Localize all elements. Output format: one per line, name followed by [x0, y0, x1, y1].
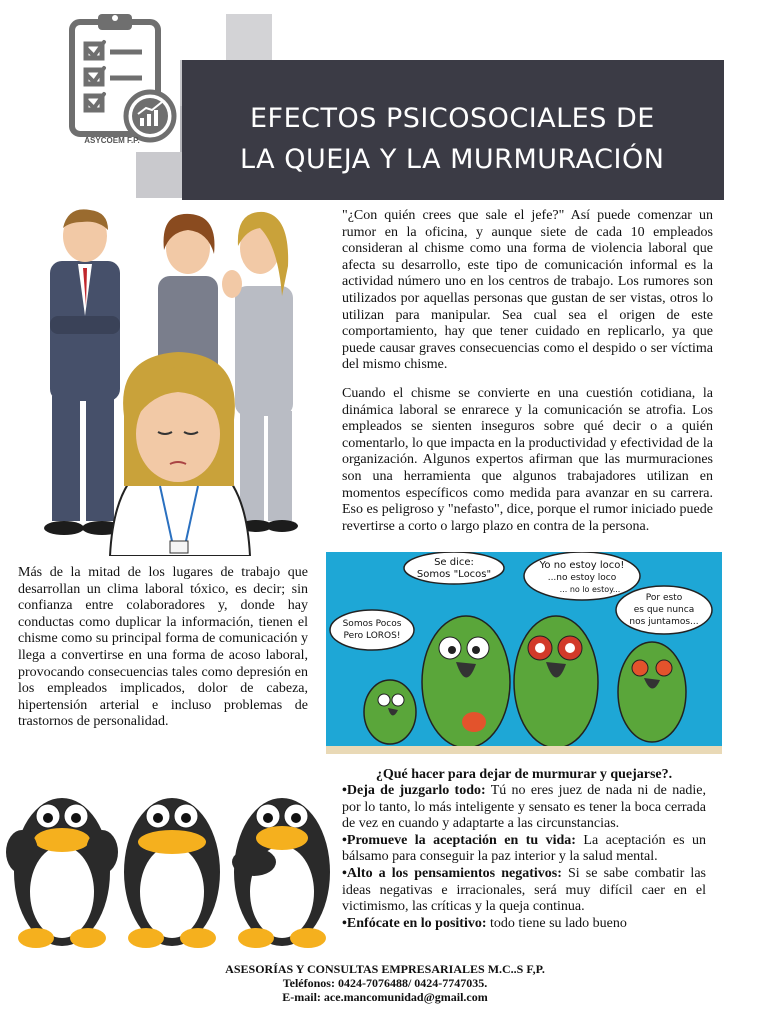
- tip-item: [342, 866, 706, 916]
- footer-email: E-mail: ace.mancomunidad@gmail.com: [282, 990, 488, 1004]
- title-line-2: LA QUEJA Y LA MURMURACIÓN: [240, 144, 665, 175]
- title-line-1: EFECTOS PSICOSOCIALES DE: [250, 103, 655, 134]
- tips-heading: ¿Qué hacer para dejar de murmurar y quejarse?.: [375, 767, 673, 782]
- footer-company: ASESORÍAS Y CONSULTAS EMPRESARIALES M.C..S F,P.: [225, 962, 545, 976]
- bubble-text: es que nunca: [633, 605, 695, 615]
- toxic-climate-paragraph: Más de la mitad de los lugares de trabajo que desarrollan un clima laboral tóxico, es decir; sin confianza entre colaboradores y, donde hay conductas como duplicar la información, tienen el chisme como su principal forma de comunicación y llega a convertirse en una forma de acoso laboral, provocando consecuencias tales como depresión en los empleados implicados, dolor de cabeza, hipertensión arterial e incluso problemas de trastornos de personalidad.: [18, 565, 308, 730]
- tip-label: •Enfócate en lo positivo:: [342, 915, 487, 931]
- decor-square: [136, 152, 182, 198]
- bubble-text: Somos Pocos: [342, 619, 402, 629]
- tip-text: La aceptación es un bálsamo para conseguir la paz interior y la salud mental.: [342, 832, 707, 865]
- tips-section: [342, 766, 706, 932]
- tip-label: •Alto a los pensamientos negativos:: [342, 865, 562, 881]
- bubble-text: Yo no estoy loco!: [539, 560, 625, 571]
- clipboard-logo-icon: [66, 10, 186, 150]
- left-column: [18, 565, 308, 731]
- footer: [150, 962, 620, 1004]
- tip-label: •Deja de juzgarlo todo:: [342, 783, 486, 798]
- footer-phones: Teléfonos: 0424-7076488/ 0424-7747035.: [282, 976, 488, 990]
- intro-paragraph-2: Cuando el chisme se convierte en una cuestión cotidiana, la dinámica laboral se enrarece y la comunicación se atrofia. Los empleados se sienten inseguros sobre qué decir o a quién comentarlo, lo que impacta en la productividad y efectividad de la organización. Algunos expertos afirman que las murmuraciones son una herramienta que algunos trabajadores utilizan en momentos específicos como medida para avanzar en su carrera. Eso es peligroso y "nefasto", dice, porque el rumor iniciado puede revertirse a corto o largo plazo en contra de la persona.: [342, 385, 713, 534]
- woman-figure-front: [110, 352, 250, 556]
- parrot-medium: [618, 642, 686, 742]
- page-title: [240, 98, 730, 180]
- tip-text: todo tiene su lado bueno: [486, 915, 627, 931]
- bubble-text: ... no lo estoy...: [559, 585, 621, 594]
- decor-square: [226, 14, 272, 60]
- tip-text: Tú no eres juez de nada ni de nadie, por lo tanto, lo más inteligente y sensato es tener la boca cerrada de vez en cuando y adaptarte a las circunstancias.: [342, 783, 707, 832]
- gossip-coworkers-illustration: [20, 206, 320, 556]
- man-figure: [44, 209, 122, 535]
- parrot-big-2: [514, 616, 598, 748]
- tip-item: [342, 783, 706, 833]
- bubble-text: Pero LOROS!: [343, 631, 401, 641]
- tip-label: •Promueve la aceptación en tu vida:: [342, 832, 576, 848]
- bubble-text: Se dice:: [434, 557, 474, 568]
- parrot-big-1: [422, 616, 510, 748]
- parrots-cartoon-illustration: [326, 552, 722, 754]
- intro-column: [342, 208, 713, 535]
- bubble-text: Somos "Locos": [416, 569, 492, 580]
- tip-text: Si se sabe combatir las ideas negativas e irracionales, será muy difícil caer en el victimismo, las críticas y la queja continua.: [342, 865, 706, 915]
- three-penguins-illustration: [4, 752, 340, 952]
- intro-paragraph-1: "¿Con quién crees que sale el jefe?" Así puede comenzar un rumor en la oficina, y aunque siete de cada 10 empleados consideran al chisme como una forma de violencia laboral que afecta su desarrollo, este tipo de comunicación informal es la actividad número uno en los centros de trabajo. Los rumores son utilizados por aquellas personas que gustan de ser vistas, otros lo utilizan para manipular. Sea cual sea el origen de este comportamiento, hay que tener cuidado en replicarlo, ya que puede causar graves consecuencias como el despido o ser víctima del mismo chisme.: [342, 208, 713, 373]
- logo-caption: ASYCOEM F.P.: [84, 136, 140, 145]
- bubble-text: ...no estoy loco: [547, 573, 617, 583]
- tip-item: [342, 916, 706, 933]
- bubble-text: Por esto: [645, 593, 683, 603]
- penguin-figure: [232, 798, 330, 948]
- tip-item: [342, 833, 706, 866]
- penguin-figure: [6, 798, 118, 948]
- parrot-small: [364, 680, 416, 744]
- penguin-figure: [124, 798, 220, 948]
- bubble-text: nos juntamos...: [629, 617, 699, 627]
